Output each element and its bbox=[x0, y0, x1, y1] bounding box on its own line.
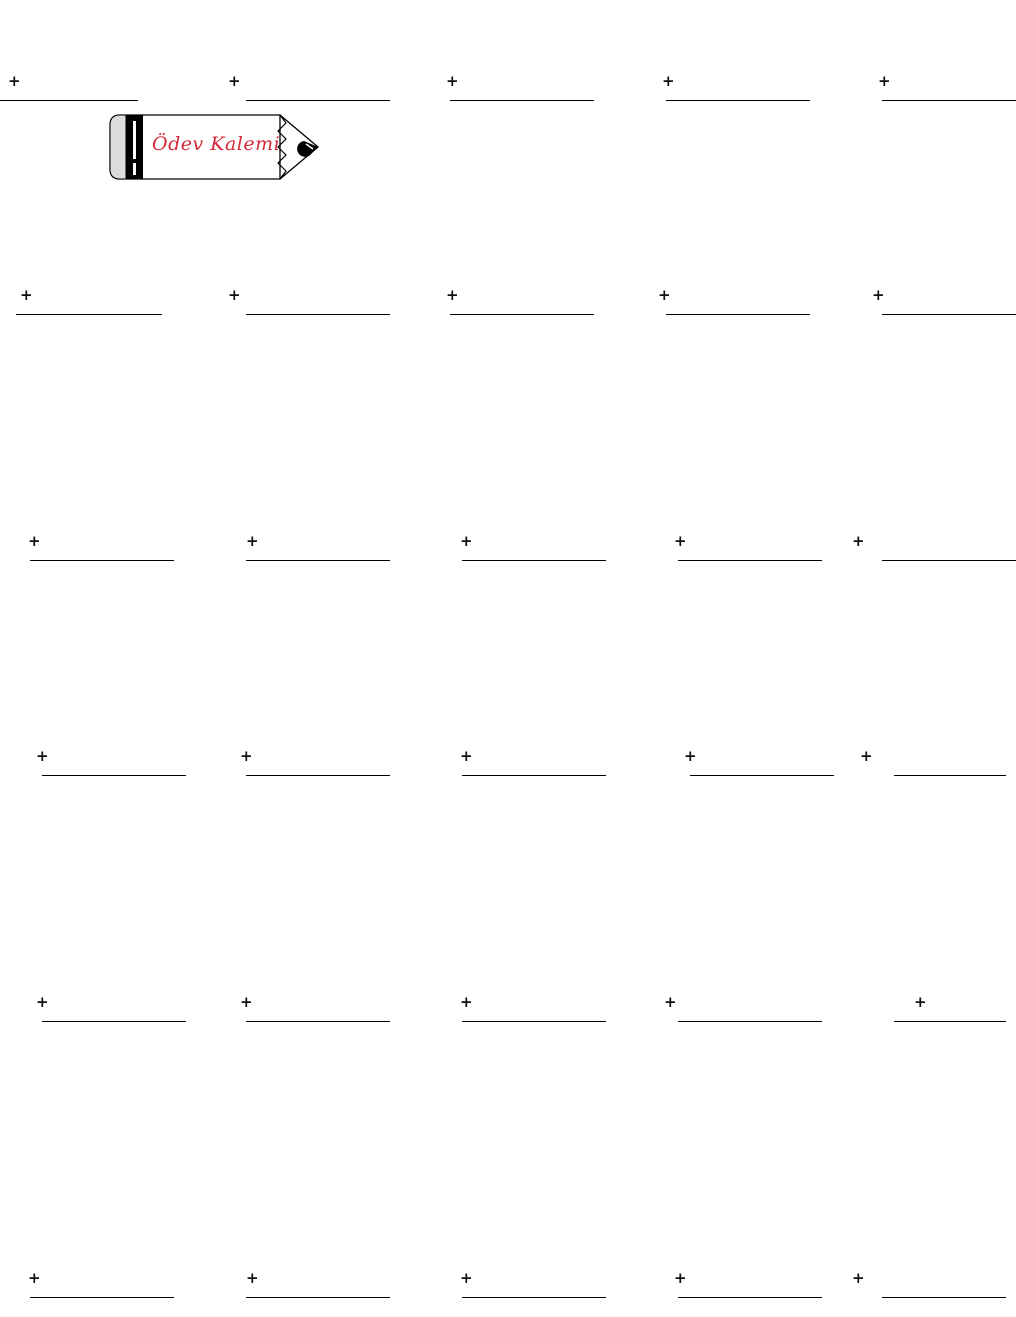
plus-sign: + bbox=[852, 532, 865, 551]
plus-sign: + bbox=[36, 747, 49, 766]
answer-line bbox=[462, 1021, 606, 1022]
plus-sign: + bbox=[460, 992, 473, 1011]
answer-line bbox=[894, 1021, 1006, 1022]
answer-line bbox=[42, 1021, 186, 1022]
answer-line bbox=[894, 775, 1006, 776]
answer-line bbox=[246, 100, 390, 101]
answer-line bbox=[882, 100, 1016, 101]
answer-line bbox=[462, 560, 606, 561]
plus-sign: + bbox=[664, 992, 677, 1011]
odev-kalemi-logo bbox=[108, 113, 320, 181]
plus-sign: + bbox=[446, 71, 459, 90]
plus-sign: + bbox=[662, 71, 675, 90]
plus-sign: + bbox=[36, 992, 49, 1011]
plus-sign: + bbox=[28, 532, 41, 551]
plus-sign: + bbox=[28, 1269, 41, 1288]
answer-line bbox=[666, 100, 810, 101]
answer-line bbox=[462, 775, 606, 776]
plus-sign: + bbox=[246, 1269, 259, 1288]
answer-line bbox=[246, 314, 390, 315]
plus-sign: + bbox=[658, 286, 671, 305]
plus-sign: + bbox=[20, 286, 33, 305]
answer-line bbox=[42, 775, 186, 776]
answer-line bbox=[690, 775, 834, 776]
logo-text: Ödev Kalemi bbox=[152, 133, 281, 155]
answer-line bbox=[246, 1297, 390, 1298]
answer-line bbox=[882, 1297, 1006, 1298]
plus-sign: + bbox=[914, 992, 927, 1011]
answer-line bbox=[882, 560, 1016, 561]
answer-line bbox=[30, 560, 174, 561]
plus-sign: + bbox=[228, 286, 241, 305]
plus-sign: + bbox=[860, 747, 873, 766]
plus-sign: + bbox=[674, 532, 687, 551]
plus-sign: + bbox=[460, 1269, 473, 1288]
plus-sign: + bbox=[460, 747, 473, 766]
answer-line bbox=[462, 1297, 606, 1298]
answer-line bbox=[450, 100, 594, 101]
answer-line bbox=[678, 1297, 822, 1298]
plus-sign: + bbox=[878, 71, 891, 90]
answer-line bbox=[30, 1297, 174, 1298]
plus-sign: + bbox=[8, 71, 21, 90]
answer-line bbox=[16, 314, 162, 315]
answer-line bbox=[246, 775, 390, 776]
plus-sign: + bbox=[240, 992, 253, 1011]
plus-sign: + bbox=[684, 747, 697, 766]
plus-sign: + bbox=[852, 1269, 865, 1288]
plus-sign: + bbox=[872, 286, 885, 305]
plus-sign: + bbox=[674, 1269, 687, 1288]
plus-sign: + bbox=[460, 532, 473, 551]
answer-line bbox=[450, 314, 594, 315]
plus-sign: + bbox=[240, 747, 253, 766]
answer-line bbox=[246, 1021, 390, 1022]
plus-sign: + bbox=[228, 71, 241, 90]
answer-line bbox=[882, 314, 1016, 315]
answer-line bbox=[0, 100, 138, 101]
answer-line bbox=[678, 560, 822, 561]
plus-sign: + bbox=[246, 532, 259, 551]
answer-line bbox=[678, 1021, 822, 1022]
answer-line bbox=[666, 314, 810, 315]
plus-sign: + bbox=[446, 286, 459, 305]
answer-line bbox=[246, 560, 390, 561]
